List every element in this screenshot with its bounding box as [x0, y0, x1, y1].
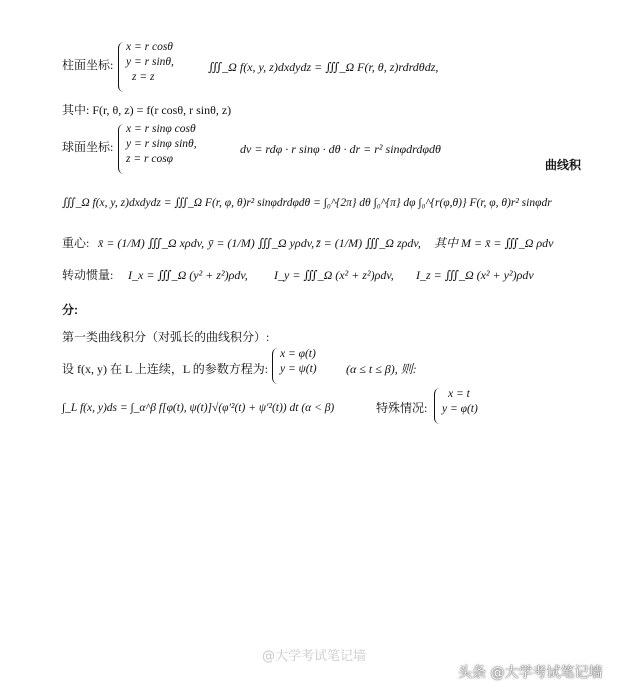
spherical-system: [126, 122, 197, 167]
special-system: [442, 387, 478, 417]
centroid-x: x̄ = (1/M) ∭_Ω xρdv,: [98, 236, 205, 250]
inertia-iy: I_y = ∭_Ω (x² + z²)ρdv,: [274, 268, 394, 282]
spherical-integral: ∭_Ω f(x, y, z)dxdydz = ∭_Ω F(r, φ, θ)r² sinφdrdφdθ = ∫₀^{2π} dθ ∫₀^{π} dφ ∫₀^{r(φ,θ)} F(r, φ, θ)r² sinφdr: [62, 197, 552, 209]
section-end: 分:: [62, 303, 78, 317]
inertia-label: 转动惯量:: [62, 268, 114, 282]
spherical-brace: [118, 124, 125, 174]
cylindrical-eq-y: y = r sinθ,: [126, 56, 174, 68]
spherical-volume-element: dv = rdφ · r sinφ · dθ · dr = r² sinφdrdφdθ: [240, 142, 441, 156]
centroid-label: 重心:: [62, 236, 90, 250]
inertia-ix: I_x = ∭_Ω (y² + z²)ρdv,: [128, 268, 248, 282]
cylindrical-system: [126, 40, 174, 85]
param-system: [280, 347, 317, 377]
curve-integral-heading: 曲线积: [545, 158, 582, 172]
first-kind-title: 第一类曲线积分（对弧长的曲线积分）:: [62, 330, 270, 344]
spherical-eq-y: y = r sinφ sinθ,: [126, 138, 197, 150]
first-kind-formula: ∫_L f(x, y)ds = ∫_α^β f[φ(t), ψ(t)]√(φ′²(t) + ψ′²(t)) dt (α < β): [62, 402, 335, 414]
param-eq-x: x = φ(t): [280, 348, 316, 360]
special-case-label: 特殊情况:: [376, 401, 428, 415]
first-kind-condition: 设 f(x, y) 在 L 上连续，L 的参数方程为:: [62, 362, 269, 376]
spherical-label: 球面坐标:: [62, 140, 114, 154]
param-range: (α ≤ t ≤ β), 则:: [346, 362, 417, 376]
centroid-y: ȳ = (1/M) ∭_Ω yρdv,: [208, 236, 315, 250]
param-eq-y: y = ψ(t): [280, 363, 317, 375]
param-brace: [272, 348, 279, 384]
toutiao-credit: 头条 @大学考试笔记墙: [458, 665, 603, 681]
cylindrical-formula: ∭_Ω f(x, y, z)dxdydz = ∭_Ω F(r, θ, z)rdrdθdz,: [208, 60, 439, 74]
cylindrical-brace: [118, 42, 125, 92]
cylindrical-eq-z: z = z: [132, 71, 155, 83]
special-brace: [434, 388, 441, 424]
inertia-iz: I_z = ∭_Ω (x² + y²)ρdv: [416, 268, 534, 282]
spherical-eq-z: z = r cosφ: [126, 153, 174, 165]
cylindrical-eq-x: x = r cosθ: [126, 41, 173, 53]
cylindrical-label: 柱面坐标:: [62, 58, 114, 72]
centroid-z: z̄ = (1/M) ∭_Ω zρdv,: [316, 236, 421, 250]
watermark-text: @大学考试笔记墙: [262, 649, 367, 664]
special-eq-x: x = t: [448, 388, 470, 400]
where-line: 其中: F(r, θ, z) = f(r cosθ, r sinθ, z): [62, 103, 232, 117]
centroid-mass: 其中 M = x̄ = ∭_Ω ρdv: [434, 236, 554, 250]
spherical-eq-x: x = r sinφ cosθ: [126, 123, 196, 135]
special-eq-y: y = φ(t): [442, 403, 478, 415]
